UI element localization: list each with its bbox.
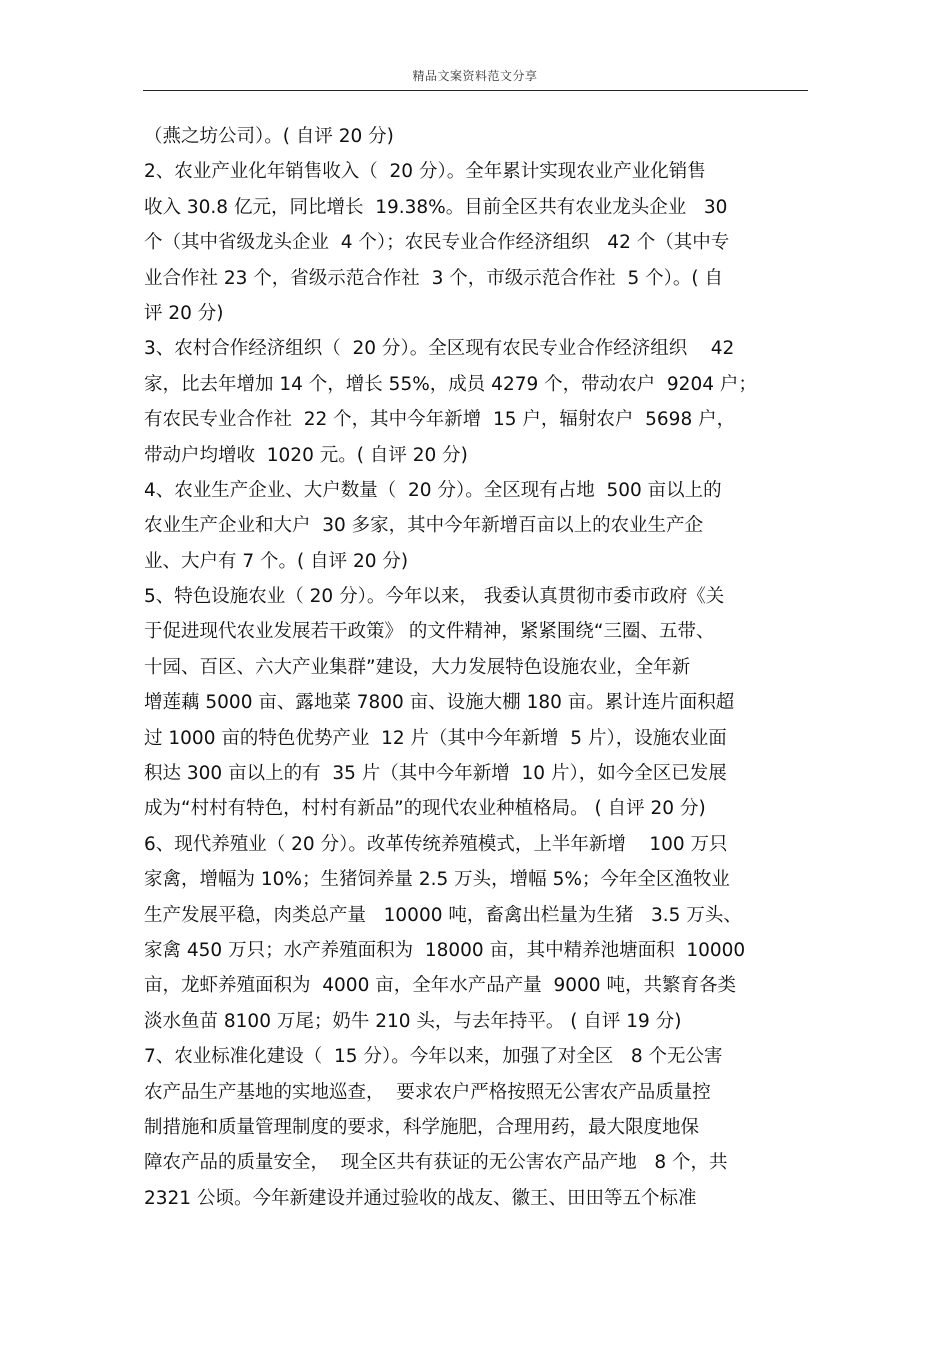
text-line: 2321 公顷。今年新建设并通过验收的战友、徽王、田田等五个标准 bbox=[144, 1187, 697, 1209]
text-line: 成为“村村有特色，村村有新品”的现代农业种植格局。 ( 自评 20 分) bbox=[144, 798, 706, 820]
text-line: 农产品生产基地的实地巡查， 要求农户严格按照无公害农产品质量控 bbox=[144, 1081, 711, 1103]
text-line: 农业生产企业和大户 30 多家，其中今年新增百亩以上的农业生产企 bbox=[144, 515, 704, 537]
text-line: 2、农业产业化年销售收入（ 20 分）。全年累计实现农业产业化销售 bbox=[144, 161, 706, 183]
header-divider bbox=[143, 90, 808, 91]
text-line: 业合作社 23 个，省级示范合作社 3 个，市级示范合作社 5 个）。( 自 bbox=[144, 267, 723, 289]
text-line: 生产发展平稳，肉类总产量 10000 吨，畜禽出栏量为生猪 3.5 万头、 bbox=[144, 904, 742, 926]
text-line: 评 20 分) bbox=[144, 302, 224, 324]
text-line: 业、大户有 7 个。( 自评 20 分) bbox=[144, 550, 409, 572]
text-line: 增莲藕 5000 亩、露地菜 7800 亩、设施大棚 180 亩。累计连片面积超 bbox=[144, 692, 735, 714]
text-line: 十园、百区、六大产业集群”建设，大力发展特色设施农业，全年新 bbox=[144, 656, 691, 678]
text-line: 收入 30.8 亿元，同比增长 19.38%。目前全区共有农业龙头企业 30 bbox=[144, 196, 728, 218]
page-header-title: 精品文案资料范文分享 bbox=[412, 69, 538, 83]
text-line: 过 1000 亩的特色优势产业 12 片（其中今年新增 5 片），设施农业面 bbox=[144, 727, 727, 749]
text-line: 个（其中省级龙头企业 4 个）；农民专业合作经济组织 42 个（其中专 bbox=[144, 232, 730, 254]
text-line: 积达 300 亩以上的有 35 片（其中今年新增 10 片），如今全区已发展 bbox=[144, 763, 727, 785]
text-line: 有农民专业合作社 22 个，其中今年新增 15 户，辐射农户 5698 户， bbox=[144, 409, 736, 431]
text-line: （燕之坊公司）。( 自评 20 分) bbox=[144, 126, 394, 147]
text-line: 6、现代养殖业（ 20 分）。改革传统养殖模式，上半年新增 100 万只 bbox=[144, 833, 728, 855]
text-line: 于促进现代农业发展若干政策》 的文件精神，紧紧围绕“三圈、五带、 bbox=[144, 621, 715, 643]
text-line: 5、特色设施农业（ 20 分）。今年以来， 我委认真贯彻市委市政府《关 bbox=[144, 586, 725, 608]
text-line: 3、农村合作经济组织（ 20 分）。全区现有农民专业合作经济组织 42 bbox=[144, 338, 735, 360]
text-line: 7、农业标准化建设（ 15 分）。今年以来，加强了对全区 8 个无公害 bbox=[144, 1046, 723, 1068]
document-body bbox=[144, 119, 812, 1216]
text-line: 障农产品的质量安全， 现全区共有获证的无公害农产品产地 8 个，共 bbox=[144, 1152, 728, 1174]
text-line: 4、农业生产企业、大户数量（ 20 分）。全区现有占地 500 亩以上的 bbox=[144, 479, 722, 501]
text-line: 带动户均增收 1020 元。( 自评 20 分) bbox=[144, 444, 468, 466]
text-line: 家禽，增幅为 10%；生猪饲养量 2.5 万头，增幅 5%；今年全区渔牧业 bbox=[144, 869, 730, 891]
text-line: 家禽 450 万只；水产养殖面积为 18000 亩，其中精养池塘面积 10000 bbox=[144, 939, 746, 961]
text-line: 家，比去年增加 14 个，增长 55%，成员 4279 个，带动农户 9204 户； bbox=[144, 373, 757, 395]
text-line: 淡水鱼苗 8100 万尾；奶牛 210 头，与去年持平。 ( 自评 19 分) bbox=[144, 1010, 682, 1032]
text-line: 制措施和质量管理制度的要求，科学施肥，合理用药，最大限度地保 bbox=[144, 1116, 700, 1138]
text-line: 亩，龙虾养殖面积为 4000 亩，全年水产品产量 9000 吨，共繁育各类 bbox=[144, 975, 736, 997]
